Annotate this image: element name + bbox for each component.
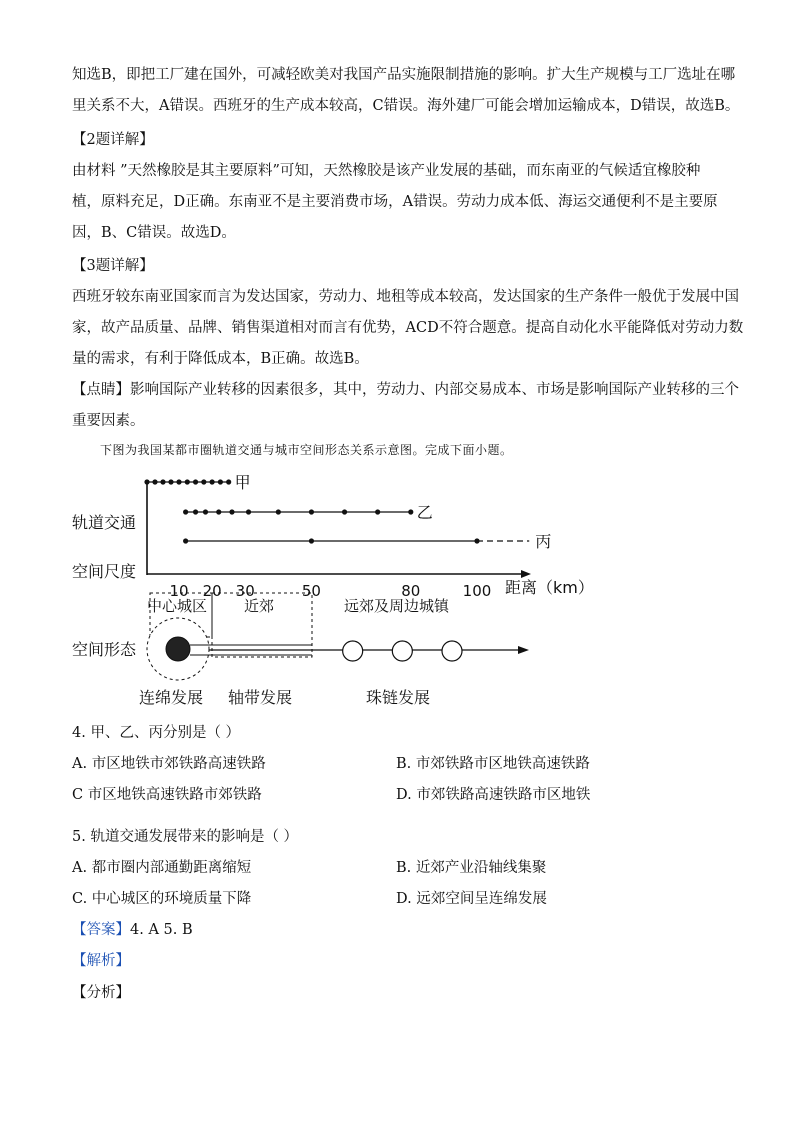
axis-label: 距离（km） (505, 578, 594, 597)
series-dot (176, 479, 181, 484)
rail-transit-figure (0, 460, 794, 720)
question-stem: 4. 甲、乙、丙分别是（ ） (72, 725, 241, 741)
section-heading-q2: 【2题详解】 (72, 132, 154, 148)
series-dot (309, 509, 314, 514)
series-dot (309, 538, 314, 543)
label-rail: 轨道交通 (72, 513, 137, 532)
zone-label: 近郊 (244, 597, 275, 615)
answer-value: 4. A 5. B (130, 922, 193, 938)
series-dot (226, 479, 231, 484)
tick-label: 100 (462, 582, 492, 601)
analysis-head: 【解析】 (72, 953, 130, 969)
series-label: 乙 (416, 503, 433, 522)
form-label: 连绵发展 (139, 688, 204, 707)
section-heading-q3: 【3题详解】 (72, 258, 154, 274)
series-dot (144, 479, 149, 484)
series-dot (408, 509, 413, 514)
paragraph-line: 里关系不大，A错误。西班牙的生产成本较高，C错误。海外建厂可能会增加运输成本，D错误，故选B。 (72, 98, 740, 114)
series-dot (229, 509, 234, 514)
fenxi-head: 【分析】 (72, 985, 130, 1001)
option-d[interactable]: D. 远郊空间呈连绵发展 (396, 891, 547, 907)
series-dot (216, 509, 221, 514)
series-dot (210, 479, 215, 484)
series-dot (246, 509, 251, 514)
zone-label: 远郊及周边城镇 (344, 597, 450, 615)
series-label: 甲 (234, 473, 251, 492)
paragraph-line: 西班牙较东南亚国家而言为发达国家，劳动力、地租等成本较高，发达国家的生产条件一般优于发展中国 (72, 289, 739, 305)
series-label: 丙 (535, 532, 552, 551)
satellite-town (392, 641, 412, 661)
option-b[interactable]: B. 市郊铁路市区地铁高速铁路 (396, 756, 590, 772)
series-dot (201, 479, 206, 484)
zone-label: 中心城区 (147, 597, 208, 615)
paragraph-line: 由材料 ”天然橡胶是其主要原料”可知，天然橡胶是该产业发展的基础，而东南亚的气候适宜橡胶种 (72, 163, 701, 179)
series-dot (193, 509, 198, 514)
series-dot (342, 509, 347, 514)
label-space-scale: 空间尺度 (72, 562, 137, 581)
answer-head: 【答案】 (72, 922, 130, 938)
label-space-form: 空间形态 (72, 640, 137, 659)
paragraph-line: 植，原料充足，D正确。东南亚不是主要消费市场，A错误。劳动力成本低、海运交通便利不是主要原 (72, 194, 718, 210)
option-c[interactable]: C. 中心城区的环境质量下降 (72, 891, 252, 907)
figure-caption: 下图为我国某都市圈轨道交通与城市空间形态关系示意图。完成下面小题。 (100, 443, 513, 457)
satellite-town (343, 641, 363, 661)
series-dot (375, 509, 380, 514)
answer-line (72, 919, 193, 941)
tick-label: 50 (301, 582, 321, 601)
option-d[interactable]: D. 市郊铁路高速铁路市区地铁 (396, 787, 591, 803)
paragraph-line: 家，故产品质量、品牌、销售渠道相对而言有优势，ACD不符合题意。提高自动化水平能降低对劳动力数 (72, 320, 744, 336)
paragraph-line: 知选B，即把工厂建在国外，可减轻欧美对我国产品实施限制措施的影响。扩大生产规模与工厂选址在哪 (72, 67, 736, 83)
tip-line: 重要因素。 (72, 413, 145, 429)
series-dot (276, 509, 281, 514)
form-label: 轴带发展 (228, 688, 293, 707)
satellite-town (442, 641, 462, 661)
option-b[interactable]: B. 近郊产业沿轴线集聚 (396, 860, 547, 876)
paragraph-line: 因，B、C错误。故选D。 (72, 225, 236, 241)
series-dot (183, 538, 188, 543)
series-dot (160, 479, 165, 484)
series-dot (185, 479, 190, 484)
series-dot (203, 509, 208, 514)
paragraph-line: 量的需求，有利于降低成本，B正确。故选B。 (72, 351, 369, 367)
tick-label: 10 (169, 582, 189, 601)
option-c[interactable]: C 市区地铁高速铁路市郊铁路 (72, 787, 262, 803)
tip-line: 【点睛】影响国际产业转移的因素很多，其中，劳动力、内部交易成本、市场是影响国际产业转移的三个 (72, 382, 739, 398)
tick-label: 80 (401, 582, 421, 601)
tick-label: 30 (235, 582, 255, 601)
series-dot (218, 479, 223, 484)
question-stem: 5. 轨道交通发展带来的影响是（ ） (72, 829, 299, 845)
series-dot (193, 479, 198, 484)
form-label: 珠链发展 (366, 688, 431, 707)
option-a[interactable]: A. 市区地铁市郊铁路高速铁路 (72, 756, 266, 772)
series-dot (168, 479, 173, 484)
option-a[interactable]: A. 都市圈内部通勤距离缩短 (72, 860, 252, 876)
series-dot (152, 479, 157, 484)
series-dot (183, 509, 188, 514)
tick-label: 20 (202, 582, 222, 601)
